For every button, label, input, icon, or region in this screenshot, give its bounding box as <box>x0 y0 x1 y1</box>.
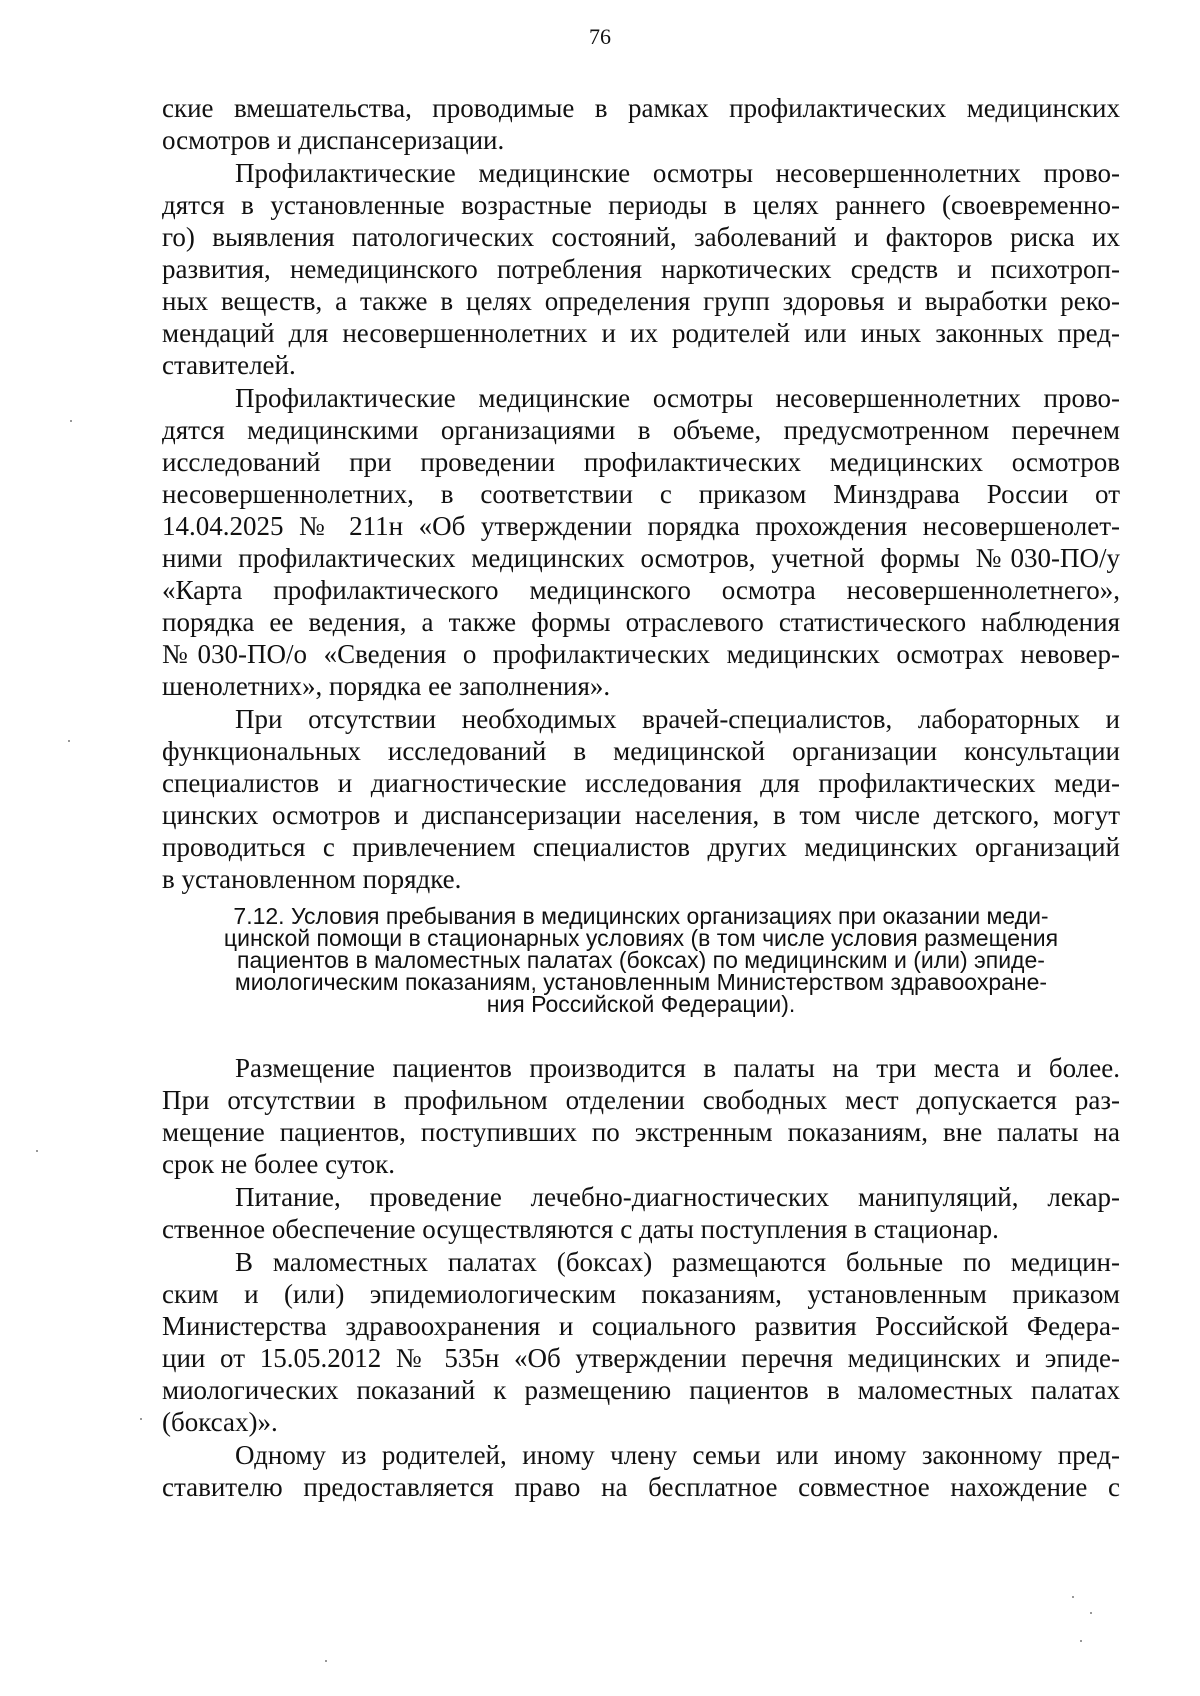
text-line: шенолетних», порядка ее заполнения». <box>162 671 611 701</box>
text-line: ставителю предоставляется право на бесплатное совместное нахождение с <box>162 1472 1120 1502</box>
text-line: При отсутствии необходимых врачей-специалистов, лабораторных и <box>235 704 1120 734</box>
text-line: (боксах)». <box>162 1407 278 1437</box>
text-line: №030-ПО/о «Сведения о профилактических медицинских осмотрах невовер- <box>162 639 1120 669</box>
scan-speck <box>70 420 72 422</box>
text-line: Министерства здравоохранения и социального развития Российской Федера- <box>162 1311 1120 1341</box>
text-line: Одному из родителей, иному члену семьи или иному законному пред- <box>235 1440 1120 1470</box>
text-line: ственное обеспечение осуществляются с даты поступления в стационар. <box>162 1214 999 1244</box>
section-heading-line: миологическим показаниям, установленным Министерством здравоохране- <box>234 969 1048 995</box>
text-line: цинских осмотров и диспансеризации населения, в том числе детского, могут <box>162 800 1120 830</box>
scan-speck <box>1072 1596 1074 1598</box>
text-line: мещение пациентов, поступивших по экстренным показаниям, вне палаты на <box>162 1117 1120 1147</box>
page-number: 76 <box>589 24 611 49</box>
text-line: В маломестных палатах (боксах) размещаются больные по медицин- <box>235 1247 1120 1277</box>
section-heading-line: цинской помощи в стационарных условиях (в том числе условия размещения <box>223 925 1059 951</box>
text-line: Размещение пациентов производится в палаты на три места и более. <box>235 1053 1120 1083</box>
scan-speck <box>325 1660 327 1662</box>
section-heading-line: 7.12. Условия пребывания в медицинских организациях при оказании меди- <box>233 903 1049 929</box>
text-line: При отсутствии в профильном отделении свободных мест допускается раз- <box>162 1085 1120 1115</box>
text-line: Питание, проведение лечебно-диагностических манипуляций, лекар- <box>235 1182 1120 1212</box>
text-line: проводиться с привлечением специалистов других медицинских организаций <box>162 832 1120 862</box>
scan-speck <box>1090 1612 1092 1614</box>
text-line: ставителей. <box>162 350 296 380</box>
text-line: функциональных исследований в медицинской организации консультации <box>162 736 1120 766</box>
text-line: Профилактические медицинские осмотры несовершеннолетних прово- <box>235 158 1120 188</box>
text-line: несовершеннолетних, в соответствии с приказом Минздрава России от <box>162 479 1120 509</box>
section-heading-line: пациентов в маломестных палатах (боксах) по медицинским и (или) эпиде- <box>237 947 1045 973</box>
text-line: 14.04.2025 № 211н «Об утверждении порядка прохождения несовершенолет- <box>162 511 1120 541</box>
text-line: Профилактические медицинские осмотры несовершеннолетних прово- <box>235 383 1120 413</box>
text-line: ские вмешательства, проводимые в рамках профилактических медицинских <box>162 93 1120 123</box>
text-line: миологических показаний к размещению пациентов в маломестных палатах <box>162 1375 1120 1405</box>
text-line: «Карта профилактического медицинского осмотра несовершеннолетнего», <box>162 575 1120 605</box>
text-line: развития, немедицинского потребления наркотических средств и психотроп- <box>162 254 1120 284</box>
text-line: осмотров и диспансеризации. <box>162 125 505 155</box>
text-line: исследований при проведении профилактических медицинских осмотров <box>162 447 1120 477</box>
scan-speck <box>140 1418 142 1420</box>
text-line: дятся медицинскими организациями в объеме, предусмотренном перечнем <box>162 415 1120 445</box>
text-line: го) выявления патологических состояний, заболеваний и факторов риска их <box>162 222 1120 252</box>
text-line: дятся в установленные возрастные периоды в целях раннего (своевременно- <box>162 190 1120 220</box>
text-line: порядка ее ведения, а также формы отраслевого статистического наблюдения <box>162 607 1120 637</box>
scan-speck <box>36 1150 38 1152</box>
text-line: ними профилактических медицинских осмотров, учетной формы №030-ПО/у <box>162 543 1120 573</box>
section-heading-line: ния Российской Федерации). <box>486 991 796 1017</box>
scan-speck <box>1080 1640 1082 1642</box>
text-line: ским и (или) эпидемиологическим показаниям, установленным приказом <box>162 1279 1120 1309</box>
text-line: специалистов и диагностические исследования для профилактических меди- <box>162 768 1120 798</box>
scan-speck <box>68 740 70 742</box>
text-line: срок не более суток. <box>162 1149 396 1179</box>
text-line: ных веществ, а также в целях определения групп здоровья и выработки реко- <box>162 286 1120 316</box>
text-line: в установленном порядке. <box>162 864 462 894</box>
text-line: ции от 15.05.2012 № 535н «Об утверждении перечня медицинских и эпиде- <box>162 1343 1120 1373</box>
text-line: мендаций для несовершеннолетних и их родителей или иных законных пред- <box>162 318 1120 348</box>
